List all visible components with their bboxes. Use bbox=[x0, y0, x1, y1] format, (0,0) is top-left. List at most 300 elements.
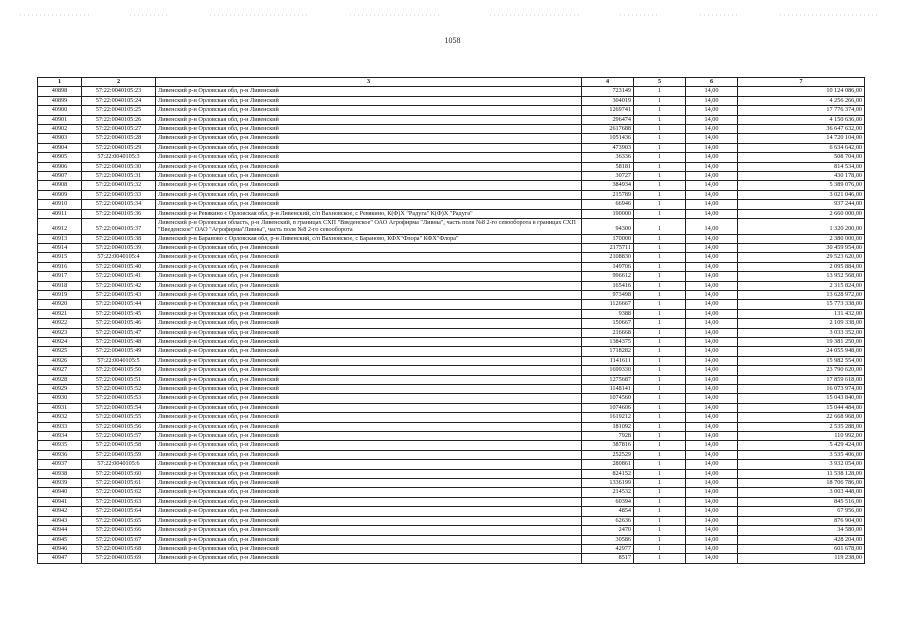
row-number: 40917 bbox=[38, 272, 82, 281]
cadastral-value: 601 678,00 bbox=[738, 544, 865, 553]
location-description: Ливенский р-н Орловская обл, р-н Ливенский bbox=[156, 162, 582, 171]
table-row bbox=[38, 460, 865, 469]
rate-value: 14,00 bbox=[686, 234, 738, 243]
area-value: 1141611 bbox=[582, 356, 634, 365]
location-description: Ливенский р-н Орловская обл, р-н Ливенский bbox=[156, 356, 582, 365]
share-value: 1 bbox=[634, 337, 686, 346]
row-number: 40898 bbox=[38, 87, 82, 96]
table-row bbox=[38, 413, 865, 422]
area-value: 1699330 bbox=[582, 366, 634, 375]
row-number: 40938 bbox=[38, 469, 82, 478]
location-description: Ливенский р-н Орловская обл, р-н Ливенский bbox=[156, 488, 582, 497]
row-number: 40926 bbox=[38, 356, 82, 365]
table-row bbox=[38, 422, 865, 431]
row-number: 40929 bbox=[38, 385, 82, 394]
cadastral-value: 22 668 968,00 bbox=[738, 413, 865, 422]
area-value: 8517 bbox=[582, 554, 634, 563]
cadastral-value: 3 932 054,00 bbox=[738, 460, 865, 469]
cadastral-number: 57:22:0040105:40 bbox=[82, 262, 156, 271]
rate-value: 14,00 bbox=[686, 300, 738, 309]
share-value: 1 bbox=[634, 441, 686, 450]
share-value: 1 bbox=[634, 172, 686, 181]
cadastral-number: 57:22:0040105:61 bbox=[82, 479, 156, 488]
rate-value: 14,00 bbox=[686, 375, 738, 384]
land-registry-table bbox=[37, 77, 865, 564]
share-value: 1 bbox=[634, 488, 686, 497]
cadastral-value: 119 238,00 bbox=[738, 554, 865, 563]
share-value: 1 bbox=[634, 309, 686, 318]
row-number: 40945 bbox=[38, 535, 82, 544]
area-value: 973498 bbox=[582, 290, 634, 299]
cadastral-number: 57:22:0040105:37 bbox=[82, 219, 156, 234]
cadastral-value: 29 523 620,00 bbox=[738, 253, 865, 262]
cadastral-value: 814 534,00 bbox=[738, 162, 865, 171]
row-number: 40915 bbox=[38, 253, 82, 262]
share-value: 1 bbox=[634, 375, 686, 384]
cadastral-number: 57:22:0040105:50 bbox=[82, 366, 156, 375]
cadastral-value: 15 043 840,00 bbox=[738, 394, 865, 403]
rate-value: 14,00 bbox=[686, 413, 738, 422]
location-description: Ливенский р-н Орловская обл, р-н Ливенский bbox=[156, 403, 582, 412]
area-value: 473903 bbox=[582, 143, 634, 152]
location-description: Ливенский р-н Орловская обл, р-н Ливенский bbox=[156, 535, 582, 544]
cadastral-number: 57:22:0040105:45 bbox=[82, 309, 156, 318]
table-row bbox=[38, 432, 865, 441]
cadastral-value: 4 150 636,00 bbox=[738, 115, 865, 124]
rate-value: 14,00 bbox=[686, 544, 738, 553]
rate-value: 14,00 bbox=[686, 190, 738, 199]
share-value: 1 bbox=[634, 243, 686, 252]
cadastral-number: 57:22:0040105:23 bbox=[82, 87, 156, 96]
cadastral-value: 3 021 046,00 bbox=[738, 190, 865, 199]
cadastral-number: 57:22:0040105:25 bbox=[82, 106, 156, 115]
rate-value: 14,00 bbox=[686, 450, 738, 459]
table-row bbox=[38, 554, 865, 563]
table-row bbox=[38, 153, 865, 162]
area-value: 9388 bbox=[582, 309, 634, 318]
header-row bbox=[38, 78, 865, 87]
share-value: 1 bbox=[634, 153, 686, 162]
row-number: 40904 bbox=[38, 143, 82, 152]
area-value: 2175711 bbox=[582, 243, 634, 252]
header-cell-6: 6 bbox=[686, 78, 738, 87]
location-description: Ливенский р-н Орловская обл, р-н Ливенский bbox=[156, 375, 582, 384]
location-description: Ливенский р-н Орловская обл, р-н Ливенский bbox=[156, 385, 582, 394]
row-number: 40937 bbox=[38, 460, 82, 469]
share-value: 1 bbox=[634, 497, 686, 506]
cadastral-value: 110 992,00 bbox=[738, 432, 865, 441]
location-description: Ливенский р-н Орловская обл, р-н Ливенский bbox=[156, 526, 582, 535]
row-number: 40925 bbox=[38, 347, 82, 356]
cadastral-number: 57:22:0040105:55 bbox=[82, 413, 156, 422]
row-number: 40905 bbox=[38, 153, 82, 162]
area-value: 1275687 bbox=[582, 375, 634, 384]
rate-value: 14,00 bbox=[686, 134, 738, 143]
area-value: 1074560 bbox=[582, 394, 634, 403]
table-row bbox=[38, 87, 865, 96]
row-number: 40936 bbox=[38, 450, 82, 459]
cadastral-number: 57:22:0040105:41 bbox=[82, 272, 156, 281]
area-value: 36336 bbox=[582, 153, 634, 162]
cadastral-value: 30 459 954,00 bbox=[738, 243, 865, 252]
share-value: 1 bbox=[634, 115, 686, 124]
share-value: 1 bbox=[634, 385, 686, 394]
cadastral-value: 17 859 618,00 bbox=[738, 375, 865, 384]
table-row bbox=[38, 262, 865, 271]
rate-value: 14,00 bbox=[686, 181, 738, 190]
rate-value: 14,00 bbox=[686, 356, 738, 365]
cadastral-number: 57:22:0040105:69 bbox=[82, 554, 156, 563]
location-description: Ливенский р-н Орловская обл, р-н Ливенский bbox=[156, 243, 582, 252]
rate-value: 14,00 bbox=[686, 507, 738, 516]
table-row bbox=[38, 209, 865, 218]
table-row bbox=[38, 479, 865, 488]
cadastral-number: 57:22:0040105:67 bbox=[82, 535, 156, 544]
area-value: 387816 bbox=[582, 441, 634, 450]
area-value: 1126667 bbox=[582, 300, 634, 309]
table-body bbox=[38, 87, 865, 563]
cadastral-value: 508 704,00 bbox=[738, 153, 865, 162]
location-description: Ливенский р-н Орловская обл, р-н Ливенский bbox=[156, 347, 582, 356]
area-value: 181092 bbox=[582, 422, 634, 431]
table-row bbox=[38, 450, 865, 459]
location-description: Ливенский р-н Орловская обл, р-н Ливенский bbox=[156, 262, 582, 271]
row-number: 40910 bbox=[38, 200, 82, 209]
table-row bbox=[38, 134, 865, 143]
row-number: 40930 bbox=[38, 394, 82, 403]
row-number: 40923 bbox=[38, 328, 82, 337]
share-value: 1 bbox=[634, 413, 686, 422]
table-row bbox=[38, 219, 865, 234]
cadastral-number: 57:22:0040105:31 bbox=[82, 172, 156, 181]
rate-value: 14,00 bbox=[686, 319, 738, 328]
location-description: Ливенский р-н Орловская обл, р-н Ливенский bbox=[156, 190, 582, 199]
share-value: 1 bbox=[634, 356, 686, 365]
table-row bbox=[38, 469, 865, 478]
table-row bbox=[38, 535, 865, 544]
cadastral-number: 57:22:0040105:4 bbox=[82, 253, 156, 262]
cadastral-number: 57:22:0040105:54 bbox=[82, 403, 156, 412]
table-row bbox=[38, 200, 865, 209]
table-row bbox=[38, 243, 865, 252]
row-number: 40934 bbox=[38, 432, 82, 441]
location-description: Ливенский р-н Орловская обл, р-н Ливенский bbox=[156, 516, 582, 525]
share-value: 1 bbox=[634, 507, 686, 516]
rate-value: 14,00 bbox=[686, 200, 738, 209]
land-registry-table-wrapper bbox=[37, 77, 864, 564]
table-row bbox=[38, 319, 865, 328]
table-row bbox=[38, 115, 865, 124]
rate-value: 14,00 bbox=[686, 262, 738, 271]
share-value: 1 bbox=[634, 526, 686, 535]
area-value: 1384375 bbox=[582, 337, 634, 346]
share-value: 1 bbox=[634, 479, 686, 488]
rate-value: 14,00 bbox=[686, 125, 738, 134]
cadastral-number: 57:22:0040105:46 bbox=[82, 319, 156, 328]
rate-value: 14,00 bbox=[686, 366, 738, 375]
area-value: 1148141 bbox=[582, 385, 634, 394]
row-number: 40903 bbox=[38, 134, 82, 143]
row-number: 40928 bbox=[38, 375, 82, 384]
row-number: 40900 bbox=[38, 106, 82, 115]
cadastral-value: 13 952 568,00 bbox=[738, 272, 865, 281]
area-value: 30727 bbox=[582, 172, 634, 181]
area-value: 1074606 bbox=[582, 403, 634, 412]
location-description: Ливенский р-н Орловская обл, р-н Ливенский bbox=[156, 200, 582, 209]
share-value: 1 bbox=[634, 87, 686, 96]
share-value: 1 bbox=[634, 300, 686, 309]
area-value: 42977 bbox=[582, 544, 634, 553]
location-description: Ливенский р-н Орловская обл, р-н Ливенский bbox=[156, 507, 582, 516]
header-cell-7: 7 bbox=[738, 78, 865, 87]
rate-value: 14,00 bbox=[686, 535, 738, 544]
share-value: 1 bbox=[634, 432, 686, 441]
share-value: 1 bbox=[634, 262, 686, 271]
area-value: 1718282 bbox=[582, 347, 634, 356]
rate-value: 14,00 bbox=[686, 422, 738, 431]
share-value: 1 bbox=[634, 134, 686, 143]
location-description: Ливенский р-н Орловская обл, р-н Ливенский bbox=[156, 106, 582, 115]
rate-value: 14,00 bbox=[686, 143, 738, 152]
row-number: 40921 bbox=[38, 309, 82, 318]
header-cell-2: 2 bbox=[82, 78, 156, 87]
rate-value: 14,00 bbox=[686, 337, 738, 346]
area-value: 304019 bbox=[582, 96, 634, 105]
area-value: 62636 bbox=[582, 516, 634, 525]
rate-value: 14,00 bbox=[686, 309, 738, 318]
rate-value: 14,00 bbox=[686, 290, 738, 299]
cadastral-number: 57:22:0040105:43 bbox=[82, 290, 156, 299]
area-value: 60394 bbox=[582, 497, 634, 506]
location-description: Ливенский р-н Орловская обл, р-н Ливенский bbox=[156, 319, 582, 328]
row-number: 40941 bbox=[38, 497, 82, 506]
row-number: 40909 bbox=[38, 190, 82, 199]
cadastral-number: 57:22:0040105:60 bbox=[82, 469, 156, 478]
share-value: 1 bbox=[634, 125, 686, 134]
row-number: 40908 bbox=[38, 181, 82, 190]
rate-value: 14,00 bbox=[686, 554, 738, 563]
area-value: 280861 bbox=[582, 460, 634, 469]
rate-value: 14,00 bbox=[686, 162, 738, 171]
rate-value: 14,00 bbox=[686, 403, 738, 412]
location-description: Ливенский р-н Орловская обл, р-н Ливенский bbox=[156, 125, 582, 134]
table-row bbox=[38, 309, 865, 318]
cadastral-number: 57:22:0040105:32 bbox=[82, 181, 156, 190]
row-number: 40942 bbox=[38, 507, 82, 516]
cadastral-number: 57:22:0040105:47 bbox=[82, 328, 156, 337]
cadastral-number: 57:22:0040105:5 bbox=[82, 356, 156, 365]
cadastral-number: 57:22:0040105:68 bbox=[82, 544, 156, 553]
location-description: Ливенский р-н Бараново с Орловская обл, р-н Ливенский, с/п Вахновское, с Бараново, КФХ"Флора" КФХ"Флора" bbox=[156, 234, 582, 243]
location-description: Ливенский р-н Орловская обл, р-н Ливенский bbox=[156, 272, 582, 281]
cadastral-value: 19 381 250,00 bbox=[738, 337, 865, 346]
cadastral-number: 57:22:0040105:66 bbox=[82, 526, 156, 535]
share-value: 1 bbox=[634, 234, 686, 243]
cadastral-number: 57:22:0040105:63 bbox=[82, 497, 156, 506]
area-value: 2617688 bbox=[582, 125, 634, 134]
share-value: 1 bbox=[634, 200, 686, 209]
area-value: 252529 bbox=[582, 450, 634, 459]
location-description: Ливенский р-н Орловская обл, р-н Ливенский bbox=[156, 134, 582, 143]
rate-value: 14,00 bbox=[686, 526, 738, 535]
cadastral-number: 57:22:0040105:28 bbox=[82, 134, 156, 143]
area-value: 1051436 bbox=[582, 134, 634, 143]
cadastral-number: 57:22:0040105:3 bbox=[82, 153, 156, 162]
row-number: 40901 bbox=[38, 115, 82, 124]
location-description: Ливенский р-н Орловская обл, р-н Ливенский bbox=[156, 450, 582, 459]
share-value: 1 bbox=[634, 328, 686, 337]
share-value: 1 bbox=[634, 290, 686, 299]
location-description: Ливенский р-н Орловская обл, р-н Ливенский bbox=[156, 309, 582, 318]
table-row bbox=[38, 290, 865, 299]
cadastral-number: 57:22:0040105:52 bbox=[82, 385, 156, 394]
row-number: 40918 bbox=[38, 281, 82, 290]
share-value: 1 bbox=[634, 516, 686, 525]
area-value: 1269741 bbox=[582, 106, 634, 115]
row-number: 40914 bbox=[38, 243, 82, 252]
area-value: 2108830 bbox=[582, 253, 634, 262]
table-row bbox=[38, 253, 865, 262]
cadastral-number: 57:22:0040105:58 bbox=[82, 441, 156, 450]
cadastral-number: 57:22:0040105:57 bbox=[82, 432, 156, 441]
location-description: Ливенский р-н Орловская обл, р-н Ливенский bbox=[156, 281, 582, 290]
cadastral-value: 15 982 554,00 bbox=[738, 356, 865, 365]
cadastral-value: 2 095 884,00 bbox=[738, 262, 865, 271]
row-number: 40913 bbox=[38, 234, 82, 243]
rate-value: 14,00 bbox=[686, 441, 738, 450]
table-row bbox=[38, 497, 865, 506]
rate-value: 14,00 bbox=[686, 115, 738, 124]
table-row bbox=[38, 441, 865, 450]
location-description: Ливенский р-н Орловская обл, р-н Ливенский bbox=[156, 115, 582, 124]
row-number: 40940 bbox=[38, 488, 82, 497]
cadastral-number: 57:22:0040105:42 bbox=[82, 281, 156, 290]
row-number: 40907 bbox=[38, 172, 82, 181]
area-value: 384934 bbox=[582, 181, 634, 190]
cadastral-value: 18 706 786,00 bbox=[738, 479, 865, 488]
table-row bbox=[38, 272, 865, 281]
cadastral-value: 67 956,00 bbox=[738, 507, 865, 516]
cadastral-value: 24 055 948,00 bbox=[738, 347, 865, 356]
cadastral-value: 4 256 266,00 bbox=[738, 96, 865, 105]
cadastral-value: 16 073 974,00 bbox=[738, 385, 865, 394]
rate-value: 14,00 bbox=[686, 153, 738, 162]
cadastral-value: 5 389 076,00 bbox=[738, 181, 865, 190]
cadastral-number: 57:22:0040105:51 bbox=[82, 375, 156, 384]
cadastral-value: 2 315 824,00 bbox=[738, 281, 865, 290]
row-number: 40919 bbox=[38, 290, 82, 299]
area-value: 4854 bbox=[582, 507, 634, 516]
row-number: 40902 bbox=[38, 125, 82, 134]
cadastral-value: 131 432,00 bbox=[738, 309, 865, 318]
area-value: 2470 bbox=[582, 526, 634, 535]
share-value: 1 bbox=[634, 181, 686, 190]
share-value: 1 bbox=[634, 190, 686, 199]
row-number: 40911 bbox=[38, 209, 82, 218]
location-description: Ливенский р-н Орловская обл, р-н Ливенский bbox=[156, 422, 582, 431]
cadastral-value: 2 380 000,00 bbox=[738, 234, 865, 243]
area-value: 165416 bbox=[582, 281, 634, 290]
location-description: Ливенский р-н Орловская обл, р-н Ливенский bbox=[156, 172, 582, 181]
rate-value: 14,00 bbox=[686, 497, 738, 506]
location-description: Ливенский р-н Орловская обл, р-н Ливенский bbox=[156, 413, 582, 422]
table-row bbox=[38, 516, 865, 525]
rate-value: 14,00 bbox=[686, 347, 738, 356]
cadastral-number: 57:22:0040105:59 bbox=[82, 450, 156, 459]
cadastral-value: 2 109 338,00 bbox=[738, 319, 865, 328]
location-description: Ливенский р-н Орловская обл, р-н Ливенский bbox=[156, 181, 582, 190]
rate-value: 14,00 bbox=[686, 469, 738, 478]
cadastral-number: 57:22:0040105:33 bbox=[82, 190, 156, 199]
cadastral-value: 5 429 424,00 bbox=[738, 441, 865, 450]
row-number: 40899 bbox=[38, 96, 82, 105]
location-description: Ливенский р-н Орловская обл, р-н Ливенский bbox=[156, 460, 582, 469]
row-number: 40933 bbox=[38, 422, 82, 431]
rate-value: 14,00 bbox=[686, 87, 738, 96]
table-row bbox=[38, 172, 865, 181]
row-number: 40932 bbox=[38, 413, 82, 422]
table-row bbox=[38, 544, 865, 553]
area-value: 190000 bbox=[582, 209, 634, 218]
row-number: 40906 bbox=[38, 162, 82, 171]
rate-value: 14,00 bbox=[686, 516, 738, 525]
table-row bbox=[38, 181, 865, 190]
share-value: 1 bbox=[634, 253, 686, 262]
table-row bbox=[38, 488, 865, 497]
rate-value: 14,00 bbox=[686, 281, 738, 290]
cadastral-number: 57:22:0040105:30 bbox=[82, 162, 156, 171]
location-description: Ливенский р-н Орловская обл, р-н Ливенский bbox=[156, 554, 582, 563]
cadastral-number: 57:22:0040105:62 bbox=[82, 488, 156, 497]
area-value: 149706 bbox=[582, 262, 634, 271]
location-description: Ливенский р-н Орловская обл, р-н Ливенский bbox=[156, 544, 582, 553]
cadastral-number: 57:22:0040105:44 bbox=[82, 300, 156, 309]
cadastral-number: 57:22:0040105:48 bbox=[82, 337, 156, 346]
rate-value: 14,00 bbox=[686, 172, 738, 181]
cadastral-value: 937 244,00 bbox=[738, 200, 865, 209]
table-row bbox=[38, 347, 865, 356]
cadastral-value: 34 580,00 bbox=[738, 526, 865, 535]
rate-value: 14,00 bbox=[686, 243, 738, 252]
share-value: 1 bbox=[634, 319, 686, 328]
cadastral-number: 57:22:0040105:24 bbox=[82, 96, 156, 105]
rate-value: 14,00 bbox=[686, 460, 738, 469]
row-number: 40935 bbox=[38, 441, 82, 450]
cadastral-number: 57:22:0040105:38 bbox=[82, 234, 156, 243]
rate-value: 14,00 bbox=[686, 96, 738, 105]
rate-value: 14,00 bbox=[686, 272, 738, 281]
cadastral-value: 1 320 200,00 bbox=[738, 219, 865, 234]
location-description: Ливенский р-н Орловская обл, р-н Ливенский bbox=[156, 441, 582, 450]
area-value: 7928 bbox=[582, 432, 634, 441]
row-number: 40944 bbox=[38, 526, 82, 535]
table-row bbox=[38, 328, 865, 337]
cadastral-number: 57:22:0040105:39 bbox=[82, 243, 156, 252]
table-row bbox=[38, 337, 865, 346]
table-row bbox=[38, 96, 865, 105]
share-value: 1 bbox=[634, 209, 686, 218]
table-row bbox=[38, 507, 865, 516]
location-description: Ливенский р-н Орловская обл, р-н Ливенский bbox=[156, 432, 582, 441]
row-number: 40939 bbox=[38, 479, 82, 488]
cadastral-number: 57:22:0040105:64 bbox=[82, 507, 156, 516]
cadastral-value: 14 720 104,00 bbox=[738, 134, 865, 143]
cadastral-value: 6 634 642,00 bbox=[738, 143, 865, 152]
cadastral-value: 876 904,00 bbox=[738, 516, 865, 525]
row-number: 40912 bbox=[38, 219, 82, 234]
area-value: 170000 bbox=[582, 234, 634, 243]
location-description: Ливенский р-н Орловская обл, р-н Ливенский bbox=[156, 479, 582, 488]
